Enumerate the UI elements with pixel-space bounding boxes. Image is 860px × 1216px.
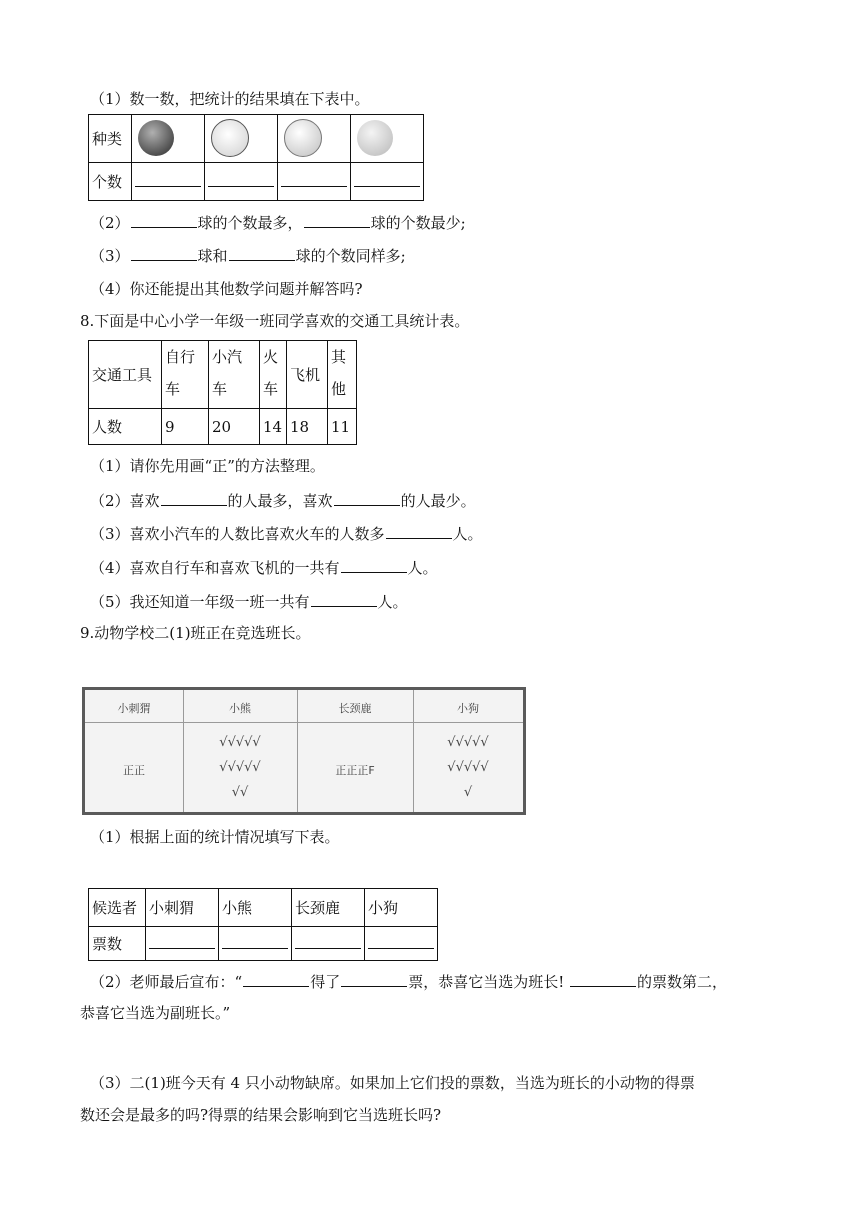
photo-head-bear: 小熊 (229, 702, 251, 715)
people-header: 人数 (89, 409, 162, 445)
count-header: 个数 (89, 163, 132, 201)
q9-line3-cont: 数还会是最多的吗?得票的结果会影响到它当选班长吗? (80, 1106, 442, 1124)
value-car: 20 (209, 409, 260, 445)
q7-line3: （3） 球和 球的个数同样多; (90, 244, 406, 267)
white-ball-icon (357, 120, 393, 156)
answer-blank[interactable] (334, 489, 400, 506)
q9-title: 9.动物学校二(1)班正在竞选班长。 (80, 624, 311, 642)
kind-header: 种类 (89, 115, 132, 163)
tally-dog: √√√√√ √√√√√ √ (447, 735, 489, 800)
tally-giraffe: 正正正F (335, 764, 375, 777)
answer-blank[interactable] (368, 934, 434, 949)
q8-line5: （5）我还知道一年级一班一共有 人。 (90, 590, 408, 613)
q9-line2-cont: 恭喜它当选为副班长。” (80, 1004, 231, 1022)
transport-table: 交通工具 自行 车 小汽 车 火 车 飞机 其 他 人数 9 20 14 18 11 (88, 340, 357, 445)
answer-blank[interactable] (570, 970, 636, 987)
answer-blank[interactable] (243, 970, 309, 987)
tally-photo (82, 687, 526, 815)
q9-line2: （2）老师最后宣布：“ 得了 票，恭喜它当选为班长! 的票数第二， (90, 970, 727, 993)
photo-head-giraffe: 长颈鹿 (338, 702, 372, 715)
answer-blank[interactable] (135, 172, 201, 187)
ball-count-table (88, 114, 424, 201)
candidate-giraffe: 长颈鹿 (292, 889, 365, 927)
candidate-header: 候选者 (89, 889, 146, 927)
answer-blank[interactable] (131, 211, 197, 228)
answer-blank[interactable] (341, 970, 407, 987)
tally-bear: √√√√√ √√√√√ √√ (219, 735, 261, 800)
answer-blank[interactable] (295, 934, 361, 949)
answer-blank[interactable] (229, 244, 295, 261)
q7-line4: （4）你还能提出其他数学问题并解答吗? (90, 280, 363, 298)
answer-blank[interactable] (341, 556, 407, 573)
value-bike: 9 (162, 409, 209, 445)
answer-blank[interactable] (131, 244, 197, 261)
volleyball-icon (284, 119, 322, 157)
basketball-icon (138, 120, 174, 156)
answer-blank[interactable] (161, 489, 227, 506)
answer-blank[interactable] (149, 934, 215, 949)
q8-line1: （1）请你先用画“正”的方法整理。 (90, 457, 325, 475)
q8-line3: （3）喜欢小汽车的人数比喜欢火车的人数多 人。 (90, 522, 483, 545)
answer-blank[interactable] (222, 934, 288, 949)
answer-blank[interactable] (311, 590, 377, 607)
q8-line2: （2）喜欢 的人最多，喜欢 的人最少。 (90, 489, 476, 512)
q9-line3: （3）二(1)班今天有 4 只小动物缺席。如果加上它们投的票数，当选为班长的小动物的得票 (90, 1074, 695, 1092)
votes-header: 票数 (89, 927, 146, 961)
answer-blank[interactable] (304, 211, 370, 228)
answer-blank[interactable] (281, 172, 347, 187)
photo-head-hedgehog: 小刺猬 (117, 702, 151, 715)
answer-blank[interactable] (208, 172, 274, 187)
q8-title: 8.下面是中心小学一年级一班同学喜欢的交通工具统计表。 (80, 312, 470, 330)
value-plane: 18 (287, 409, 328, 445)
value-other: 11 (328, 409, 357, 445)
q9-line1: （1）根据上面的统计情况填写下表。 (90, 828, 340, 846)
answer-blank[interactable] (354, 172, 420, 187)
answer-blank[interactable] (386, 522, 452, 539)
value-train: 14 (260, 409, 287, 445)
tally-hedgehog: 正正 (123, 764, 145, 777)
candidate-dog: 小狗 (365, 889, 438, 927)
transport-header: 交通工具 (89, 341, 162, 409)
q8-line4: （4）喜欢自行车和喜欢飞机的一共有 人。 (90, 556, 438, 579)
candidate-bear: 小熊 (219, 889, 292, 927)
candidate-hedgehog: 小刺猬 (146, 889, 219, 927)
vote-table (88, 888, 438, 961)
soccer-ball-icon (211, 119, 249, 157)
photo-head-dog: 小狗 (457, 702, 479, 715)
q7-line2: （2） 球的个数最多， 球的个数最少; (90, 211, 466, 234)
q7-instruction: （1）数一数，把统计的结果填在下表中。 (90, 90, 370, 108)
